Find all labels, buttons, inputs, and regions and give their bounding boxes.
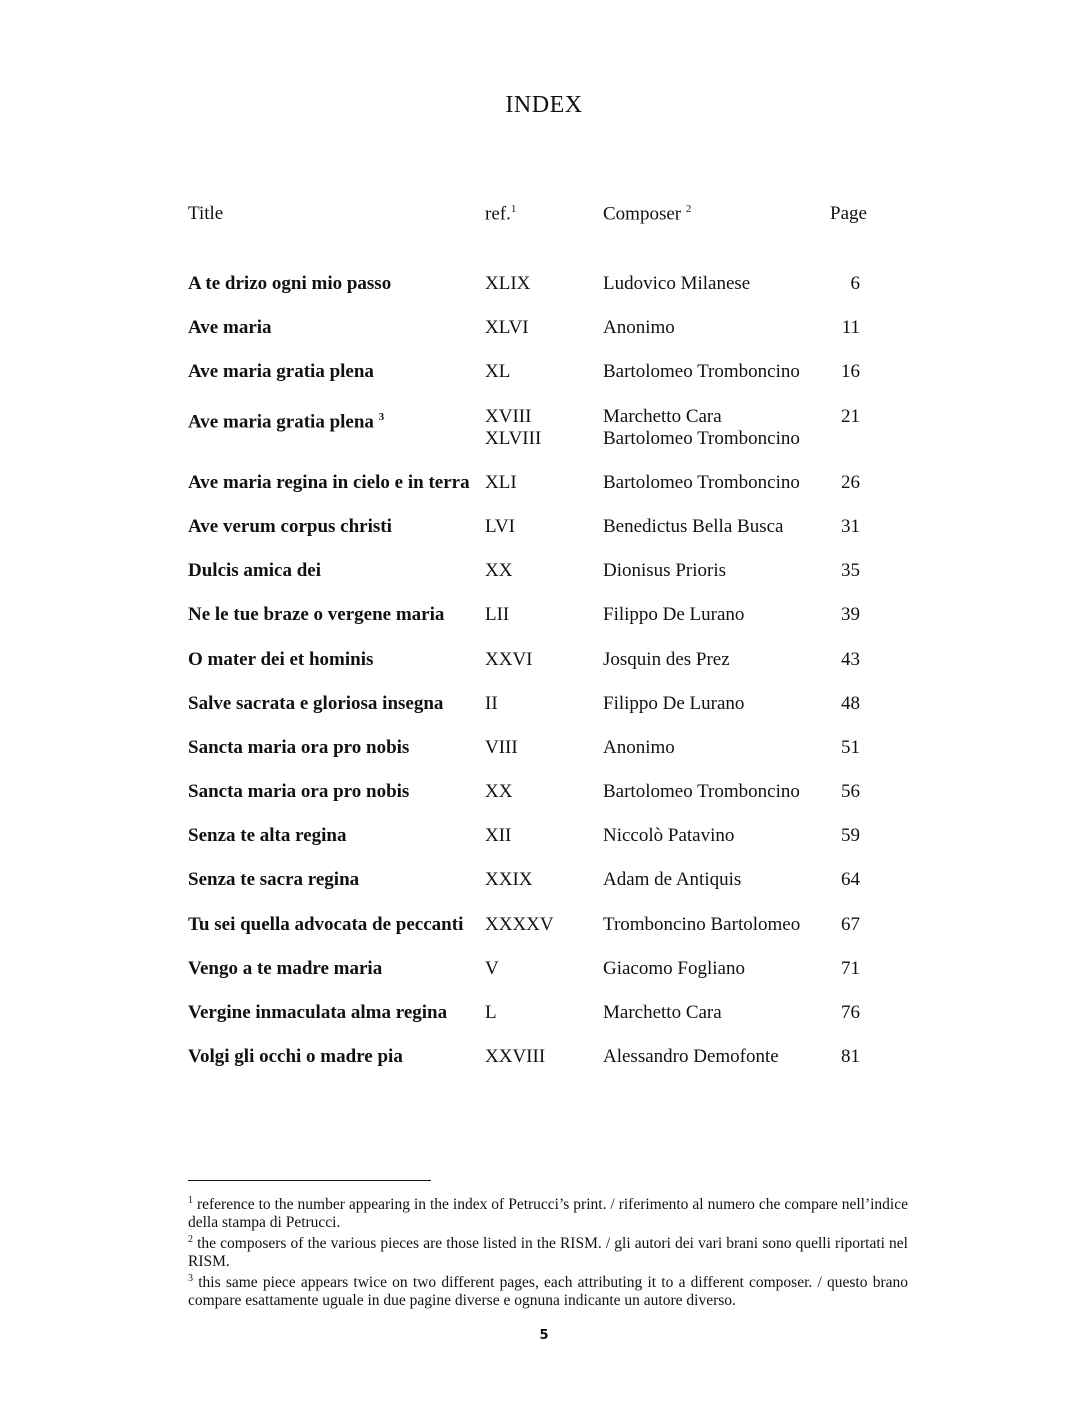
entry-composer-name: Bartolomeo Tromboncino <box>603 781 800 803</box>
index-row <box>0 560 1088 604</box>
entry-ref <box>485 825 511 847</box>
entry-ref-value: LVI <box>485 515 515 537</box>
entry-title <box>188 914 463 936</box>
entry-title <box>188 693 443 715</box>
entry-page: 35 <box>841 560 860 582</box>
entry-title-text: Salve sacrata e gloriosa insegna <box>188 692 444 714</box>
entry-title-text: Senza te sacra regina <box>188 869 360 891</box>
entry-ref-value: II <box>485 692 498 714</box>
entry-page: 39 <box>841 604 860 626</box>
index-row <box>0 604 1088 648</box>
entry-composer-name: Benedictus Bella Busca <box>603 515 784 537</box>
entry-title-text: Ave maria regina in cielo e in terra <box>188 471 470 493</box>
index-table <box>0 273 1088 1090</box>
entry-page: 51 <box>841 736 860 758</box>
entry-composer-name: Adam de Antiquis <box>603 869 742 891</box>
entry-composer <box>603 273 750 295</box>
entry-ref <box>485 472 517 494</box>
footnote-divider <box>188 1180 431 1181</box>
index-row <box>0 361 1088 405</box>
index-row <box>0 869 1088 913</box>
entry-title <box>188 1002 447 1024</box>
entry-composer <box>603 1046 779 1068</box>
header-composer-label: Composer <box>603 203 682 225</box>
entry-title <box>188 560 321 582</box>
entry-ref <box>485 361 510 383</box>
entry-ref-value: VIII <box>485 736 518 758</box>
entry-composer-name: Alessandro Demofonte <box>603 1046 779 1068</box>
entry-ref <box>485 406 541 450</box>
index-row <box>0 472 1088 516</box>
entry-ref <box>485 1002 497 1024</box>
entry-title <box>188 781 409 803</box>
footnote <box>188 1231 908 1270</box>
entry-title <box>188 472 470 494</box>
entry-composer <box>603 737 675 759</box>
entry-title <box>188 737 409 759</box>
index-row <box>0 1046 1088 1090</box>
index-row <box>0 914 1088 958</box>
footnote-text: this same piece appears twice on two different pages, each attributing it to a different composer. / questo brano compare esattamente uguale in due pagine diverse e ognuna indicante un autore diverso. <box>188 1274 908 1309</box>
index-row <box>0 737 1088 781</box>
entry-page: 76 <box>841 1002 860 1023</box>
index-row <box>0 516 1088 560</box>
entry-title-text: Volgi gli occhi o madre pia <box>188 1046 403 1068</box>
entry-ref-value: XL <box>485 361 511 383</box>
entry-title <box>188 273 391 295</box>
entry-ref-value: XX <box>485 781 513 803</box>
entry-page: 43 <box>841 648 860 670</box>
entry-composer-name: Marchetto Cara <box>603 405 722 427</box>
entry-ref-value: L <box>485 1002 497 1023</box>
entry-ref <box>485 914 554 936</box>
entry-page: 59 <box>841 825 860 847</box>
entry-ref <box>485 273 530 295</box>
entry-composer-name: Marchetto Cara <box>603 1002 722 1023</box>
entry-ref-value: XX <box>485 560 513 582</box>
entry-composer <box>603 472 800 494</box>
entry-composer-name: Filippo De Lurano <box>603 692 745 714</box>
entry-page: 31 <box>841 515 860 537</box>
entry-composer-name: Niccolò Patavino <box>603 825 735 847</box>
page-number: 5 <box>539 1328 549 1343</box>
entry-composer <box>603 406 800 450</box>
entry-page: 26 <box>841 471 860 493</box>
entry-page: 21 <box>841 405 860 427</box>
entry-title-text: Ave maria gratia plena <box>188 361 374 383</box>
footnote <box>188 1192 908 1231</box>
entry-composer <box>603 869 741 891</box>
entry-title-text: Ave maria <box>188 317 272 339</box>
entry-footnote-mark: 3 <box>378 410 385 423</box>
entry-composer-name: Bartolomeo Tromboncino <box>603 427 800 449</box>
entry-ref <box>485 604 509 626</box>
entry-composer <box>603 516 783 538</box>
entry-composer <box>603 781 800 803</box>
header-page: Page <box>830 203 867 224</box>
entry-composer <box>603 560 726 582</box>
entry-composer <box>603 825 734 847</box>
index-row <box>0 406 1088 472</box>
entry-title-text: O mater dei et hominis <box>188 648 374 670</box>
entry-composer-name: Giacomo Fogliano <box>603 957 745 979</box>
entry-ref-value: XLVIII <box>485 427 542 449</box>
header-ref-footnote-mark: 1 <box>510 203 517 215</box>
header-composer-footnote-mark: 2 <box>685 203 692 215</box>
entry-title <box>188 958 382 980</box>
header-ref <box>485 203 516 225</box>
entry-title-text: Vengo a te madre maria <box>188 957 383 979</box>
index-row <box>0 649 1088 693</box>
entry-title <box>188 869 359 891</box>
entry-composer-name: Josquin des Prez <box>603 648 730 670</box>
footnote-text: the composers of the various pieces are those listed in the RISM. / gli autori dei vari brani sono quelli riportati nel RISM. <box>188 1235 908 1270</box>
entry-title <box>188 649 373 671</box>
entry-composer <box>603 1002 722 1024</box>
entry-composer <box>603 649 730 671</box>
entry-ref <box>485 958 499 980</box>
entry-composer-name: Tromboncino Bartolomeo <box>603 913 801 935</box>
entry-ref-value: XXIX <box>485 869 533 891</box>
footnote-number: 1 <box>188 1195 193 1206</box>
entry-ref-value: XXXXV <box>485 913 554 935</box>
entry-composer-name: Anonimo <box>603 736 675 758</box>
entry-title <box>188 406 384 433</box>
entry-page: 16 <box>841 361 860 383</box>
entry-composer-name: Bartolomeo Tromboncino <box>603 471 800 493</box>
footnote-number: 2 <box>188 1234 193 1246</box>
index-row <box>0 693 1088 737</box>
entry-ref <box>485 693 498 715</box>
entry-composer <box>603 361 800 383</box>
index-row <box>0 825 1088 869</box>
entry-composer-name: Anonimo <box>603 317 675 339</box>
entry-ref <box>485 869 533 891</box>
index-row <box>0 273 1088 317</box>
entry-title <box>188 516 392 538</box>
entry-ref-value: XVIII <box>485 405 532 427</box>
entry-composer-name: Filippo De Lurano <box>603 604 745 626</box>
header-title: Title <box>188 203 224 224</box>
index-row <box>0 958 1088 1002</box>
entry-page: 48 <box>841 692 860 714</box>
entry-page: 81 <box>841 1046 860 1068</box>
entry-ref <box>485 649 533 671</box>
entry-ref <box>485 560 512 582</box>
entry-page: 64 <box>841 869 860 891</box>
footnote-number: 3 <box>188 1273 193 1285</box>
entry-title-text: Ave maria gratia plena <box>188 410 374 432</box>
header-composer <box>603 203 691 225</box>
entry-page: 11 <box>841 317 860 339</box>
index-row <box>0 317 1088 361</box>
entry-ref-value: XXVI <box>485 648 533 670</box>
entry-ref-value: XLIX <box>485 273 531 294</box>
entry-ref-value: XXVIII <box>485 1046 546 1068</box>
entry-title-text: Senza te alta regina <box>188 825 347 847</box>
entry-ref <box>485 317 529 339</box>
entry-ref <box>485 516 515 538</box>
entry-title-text: A te drizo ogni mio passo <box>188 273 392 294</box>
page-title: INDEX <box>505 92 583 118</box>
entry-ref-value: XII <box>485 825 512 847</box>
footnote <box>188 1270 908 1309</box>
footnote-text: reference to the number appearing in the index of Petrucci’s print. / riferimento al numero che compare nell’indice della stampa di Petrucci. <box>188 1196 908 1231</box>
entry-composer <box>603 914 800 936</box>
header-ref-label: ref. <box>485 203 511 225</box>
entry-composer-name: Dionisus Prioris <box>603 560 726 582</box>
entry-ref <box>485 781 512 803</box>
entry-title <box>188 825 347 847</box>
entry-page: 6 <box>850 273 860 294</box>
footnotes <box>188 1192 908 1309</box>
entry-composer <box>603 958 745 980</box>
entry-title-text: Ne le tue braze o vergene maria <box>188 604 445 626</box>
entry-page: 56 <box>841 781 860 803</box>
entry-ref <box>485 737 518 759</box>
entry-composer <box>603 693 744 715</box>
entry-ref-value: V <box>485 957 499 979</box>
entry-ref-value: XLI <box>485 471 517 493</box>
entry-title <box>188 361 374 383</box>
entry-ref <box>485 1046 545 1068</box>
index-row <box>0 781 1088 825</box>
entry-title-text: Tu sei quella advocata de peccanti <box>188 913 464 935</box>
entry-title-text: Sancta maria ora pro nobis <box>188 736 410 758</box>
entry-title-text: Sancta maria ora pro nobis <box>188 781 410 803</box>
entry-title-text: Vergine inmaculata alma regina <box>188 1002 448 1023</box>
index-row <box>0 1002 1088 1046</box>
entry-composer <box>603 604 744 626</box>
entry-ref-value: LII <box>485 604 510 626</box>
entry-composer <box>603 317 675 339</box>
entry-title <box>188 604 444 626</box>
index-header-row <box>0 203 1088 229</box>
entry-page: 71 <box>841 957 860 979</box>
entry-composer-name: Ludovico Milanese <box>603 273 751 294</box>
entry-title-text: Dulcis amica dei <box>188 560 321 582</box>
entry-page: 67 <box>841 913 860 935</box>
entry-title-text: Ave verum corpus christi <box>188 515 392 537</box>
entry-title <box>188 1046 403 1068</box>
entry-composer-name: Bartolomeo Tromboncino <box>603 361 800 383</box>
entry-title <box>188 317 272 339</box>
entry-ref-value: XLVI <box>485 317 529 339</box>
